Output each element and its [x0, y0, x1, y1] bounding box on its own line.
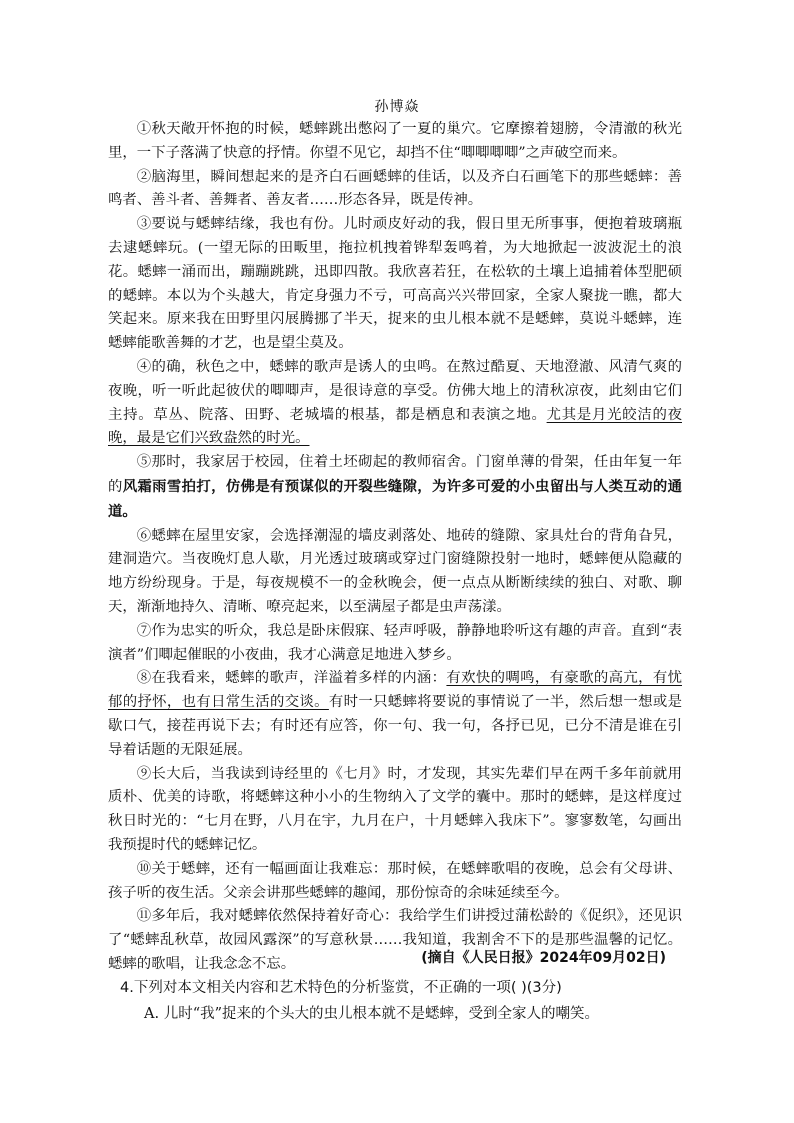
- question-stem: 4.下列对本文相关内容和艺术特色的分析鉴赏，不正确的一项( )(3分): [120, 980, 562, 996]
- paragraph-text: ⑤那时，我家居于校园，住着土坯砌起的教师宿舍。门窗单薄的骨架，任由年复一年的: [108, 454, 682, 495]
- underlined-sentence: 尤其是月光皎洁的夜晚，最是它们兴致盎然的时光。: [108, 406, 682, 447]
- article-paragraph: [108, 858, 682, 906]
- paragraph-text: ⑦作为忠实的听众，我总是卧床假寐、轻声呼吸，静静地聆听这有趣的声音。直到“表演者”们唧起催眠的小夜曲，我才心满意足地进入梦乡。: [108, 622, 682, 663]
- article-paragraph: [108, 763, 682, 858]
- article-body: [108, 118, 682, 977]
- article-paragraph: [108, 118, 682, 166]
- underlined-sentence: 有欢快的啁鸣，有豪歌的高亢，有忧郁的抒怀，也有日常生活的交谈。: [108, 670, 682, 711]
- author-name: 孙博焱: [374, 99, 420, 115]
- paragraph-text: ⑪多年后，我对蟋蟀依然保持着好奇心：我给学生们讲授过蒲松龄的《促织》，还见识了“蟋蟀乱秋草，故园风露深”的写意秋景……我知道，我割舍不下的是那些温馨的记忆。蟋蟀的歌唱，让我念念不忘。: [108, 908, 682, 972]
- paragraph-text: ④的确，秋色之中，蟋蟀的歌声是诱人的虫鸣。在熬过酷夏、天地澄澈、风清气爽的夜晚，听一听此起彼伏的唧唧声，是很诗意的享受。仿佛大地上的清秋凉夜，此刻由它们主持。草丛、院落、田野、老城墙的根基，都是栖息和表演之地。: [108, 358, 682, 423]
- article-paragraph: [108, 451, 682, 524]
- paragraph-text: ⑧在我看来，蟋蟀的歌声，洋溢着多样的内涵：: [136, 670, 447, 687]
- paragraph-text: ⑨长大后，当我读到诗经里的《七月》时，才发现，其实先辈们早在两千多年前就用质朴、优美的诗歌，将蟋蟀这种小小的生物纳入了文学的囊中。那时的蟋蟀，是这样度过秋日时光的：“七月在野，八月在宇，九月在户，十月蟋蟀入我床下”。寥寥数笔，勾画出我预提时代的蟋蟀记忆。: [108, 765, 682, 853]
- paragraph-text: ②脑海里，瞬间想起来的是齐白石画蟋蟀的佳话，以及齐白石画笔下的那些蟋蟀：善鸣者、善斗者、善舞者、善友者……形态各异，既是传神。: [108, 168, 682, 209]
- article-paragraph: [108, 356, 682, 451]
- bold-sentence: 风霜雨雪拍打，仿佛是有预谋似的开裂些缝隙，为许多可爱的小虫留出与人类互动的通道。: [108, 477, 682, 520]
- paragraph-text: ⑥蟋蟀在屋里安家，会选择潮湿的墙皮剥落处、地砖的缝隙、家具灶台的背角旮旯，建洞造穴。当夜晚灯息人歇，月光透过玻璃或穿过门窗缝隙投射一地时，蟋蟀便从隐藏的地方纷纷现身。于是，每夜规模不一的金秋晚会，便一点点从断断续续的独白、对歌、聊天，渐渐地持久、清晰、嘹亮起来，以至满屋子都是虫声荡漾。: [108, 527, 682, 615]
- paragraph-text: ①秋天敞开怀抱的时候，蟋蟀跳出憋闷了一夏的巢穴。它摩擦着翅膀，令清澈的秋光里，一下子落满了快意的抒情。你望不见它，却挡不住“唧唧唧唧”之声破空而来。: [108, 121, 682, 161]
- article-paragraph: [108, 213, 682, 356]
- option-a: A. 儿时“我”捉来的个头大的虫儿根本就不是蟋蟀，受到全家人的嘲笑。: [144, 1006, 600, 1022]
- source-citation: (摘自《人民日报》2024年09月02日): [421, 950, 666, 966]
- paragraph-text: ③要说与蟋蟀结缘，我也有份。儿时顽皮好动的我，假日里无所事事，便抱着玻璃瓶去逮蟋蟀玩。(一望无际的田畈里，拖拉机拽着铧犁轰鸣着，为大地掀起一波波泥土的浪花。蟋蟀一涌而出，蹦蹦跳跳，迅即四散。我欣喜若狂，在松软的土壤上追捕着体型肥硕的蟋蟀。本以为个头越大，肯定身强力不亏，可高高兴兴带回家，全家人聚拢一瞧，都大笑起来。原来我在田野里闪展腾挪了半天，捉来的虫儿根本就不是蟋蟀，莫说斗蟋蟀，连蟋蟀能歌善舞的才艺，也是望尘莫及。: [108, 216, 682, 352]
- article-paragraph: [108, 525, 682, 620]
- article-paragraph: [108, 667, 682, 762]
- question-block: [120, 975, 700, 1027]
- article-paragraph: [108, 166, 682, 214]
- article-paragraph: [108, 620, 682, 668]
- paragraph-text: ⑩关于蟋蟀，还有一幅画面让我难忘：那时候，在蟋蟀歌唱的夜晚，总会有父母讲、孩子听的夜生活。父亲会讲那些蟋蟀的趣闻，那份惊奇的余味延续至今。: [108, 860, 682, 901]
- paragraph-text: 有时一只蟋蟀将要说的事情说了一半，然后想一想或是歇口气，接茬再说下去；有时还有应答，你一句、我一句，各抒已见，已分不清是谁在引导着话题的无限延展。: [108, 694, 682, 758]
